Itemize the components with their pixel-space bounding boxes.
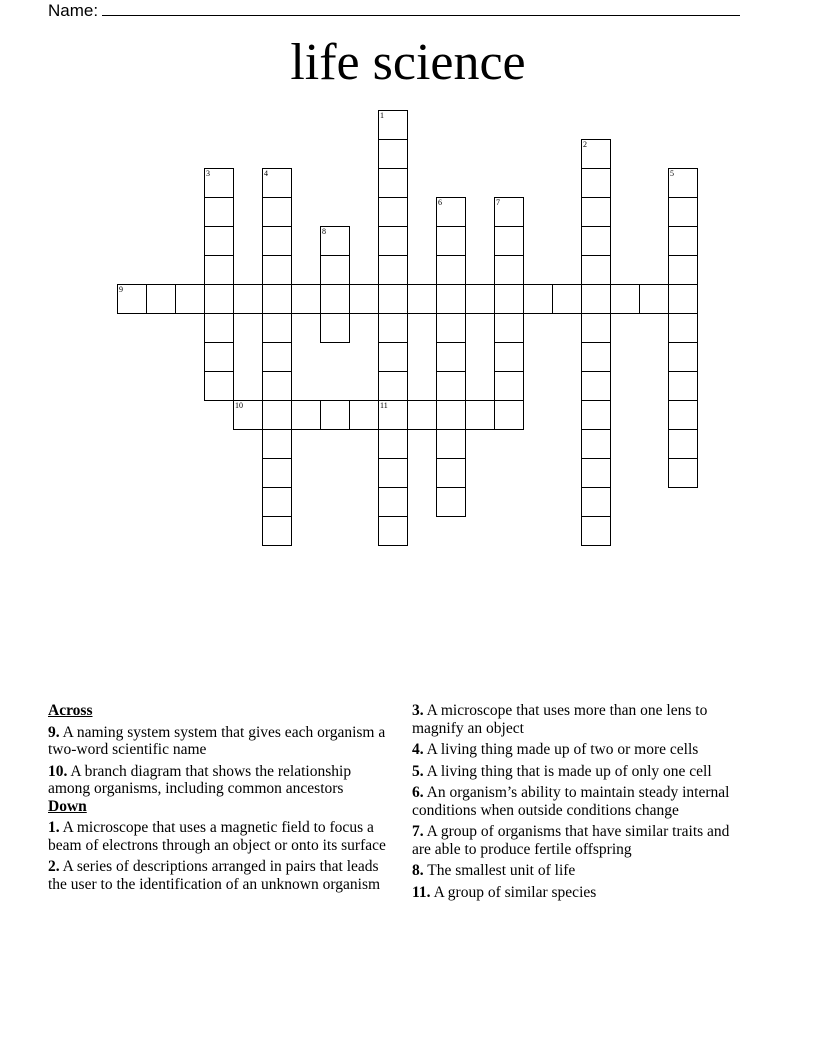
clue-number: 7. [412, 823, 424, 840]
clue-text: The smallest unit of life [427, 862, 576, 879]
grid-cell[interactable] [204, 197, 234, 227]
grid-cell[interactable] [668, 255, 698, 285]
clue-text: A group of organisms that have similar traits and are able to produce fertile offspring [412, 823, 730, 858]
cell-number: 2 [583, 140, 587, 149]
clue-number: 8. [412, 862, 424, 879]
grid-cell[interactable] [494, 197, 524, 227]
grid-cell[interactable] [204, 342, 234, 372]
grid-cell[interactable] [233, 400, 263, 430]
grid-cell[interactable] [581, 284, 611, 314]
grid-cell[interactable] [204, 284, 234, 314]
grid-cell[interactable] [436, 371, 466, 401]
grid-cell[interactable] [378, 226, 408, 256]
grid-cell[interactable] [262, 313, 292, 343]
grid-cell[interactable] [262, 400, 292, 430]
grid-cell[interactable] [581, 342, 611, 372]
clue-number: 5. [412, 762, 424, 780]
down-heading: Down [48, 797, 87, 815]
clue-down-5 [412, 763, 752, 781]
grid-cell[interactable] [668, 168, 698, 198]
grid-cell[interactable] [610, 284, 640, 314]
grid-cell[interactable] [378, 458, 408, 488]
grid-cell[interactable] [233, 284, 263, 314]
grid-cell[interactable] [436, 313, 466, 343]
grid-cell[interactable] [291, 284, 321, 314]
grid-cell[interactable] [465, 284, 495, 314]
grid-cell[interactable] [436, 429, 466, 459]
grid-cell[interactable] [378, 429, 408, 459]
grid-cell[interactable] [436, 458, 466, 488]
grid-cell[interactable] [436, 284, 466, 314]
cell-number: 11 [380, 401, 388, 410]
grid-cell[interactable] [581, 371, 611, 401]
clue-down-3 [412, 702, 752, 737]
grid-cell[interactable] [378, 110, 408, 140]
grid-cell[interactable] [378, 284, 408, 314]
grid-cell[interactable] [407, 400, 437, 430]
grid-cell[interactable] [320, 313, 350, 343]
cell-number: 8 [322, 227, 326, 236]
grid-cell[interactable] [407, 284, 437, 314]
grid-cell[interactable] [378, 400, 408, 430]
puzzle-title: life science [290, 34, 526, 91]
grid-cell[interactable] [494, 226, 524, 256]
cell-number: 4 [264, 169, 268, 178]
clue-down-8 [412, 862, 752, 880]
grid-cell[interactable] [204, 226, 234, 256]
grid-cell[interactable] [262, 342, 292, 372]
clue-text: A microscope that uses more than one lens to magnify an object [412, 702, 708, 737]
cell-number: 9 [119, 285, 123, 294]
clue-down-11 [412, 884, 752, 902]
name-label: Name: [48, 1, 99, 20]
grid-cell[interactable] [175, 284, 205, 314]
grid-cell[interactable] [581, 429, 611, 459]
clues-right-column [412, 702, 752, 905]
grid-cell[interactable] [494, 255, 524, 285]
grid-cell[interactable] [581, 487, 611, 517]
grid-cell[interactable] [262, 458, 292, 488]
clue-number: 4. [412, 741, 424, 758]
clue-text: A microscope that uses a magnetic field to focus a beam of electrons through an object or onto its surface [48, 819, 386, 854]
grid-cell[interactable] [523, 284, 553, 314]
grid-cell[interactable] [436, 197, 466, 227]
grid-cell[interactable] [262, 284, 292, 314]
grid-cell[interactable] [204, 371, 234, 401]
clue-down-4 [412, 741, 752, 759]
grid-cell[interactable] [262, 197, 292, 227]
grid-cell[interactable] [436, 226, 466, 256]
grid-cell[interactable] [436, 400, 466, 430]
grid-cell[interactable] [552, 284, 582, 314]
grid-cell[interactable] [668, 313, 698, 343]
cell-number: 3 [206, 169, 210, 178]
grid-cell[interactable] [204, 313, 234, 343]
across-heading: Across [48, 702, 93, 719]
clue-number: 6. [412, 784, 424, 801]
grid-cell[interactable] [668, 197, 698, 227]
grid-cell[interactable] [581, 313, 611, 343]
grid-cell[interactable] [581, 255, 611, 285]
clue-text: An organism’s ability to maintain steady internal conditions when outside conditions change [412, 784, 730, 819]
grid-cell[interactable] [668, 226, 698, 256]
grid-cell[interactable] [117, 284, 147, 314]
grid-cell[interactable] [320, 284, 350, 314]
clue-text: A series of descriptions arranged in pairs that leads the user to the identification of an unknown organism [48, 858, 381, 893]
clue-number: 11. [412, 883, 431, 901]
grid-cell[interactable] [581, 139, 611, 169]
clue-number: 3. [412, 702, 424, 719]
grid-cell[interactable] [494, 284, 524, 314]
cell-number: 6 [438, 198, 442, 207]
clue-down-2 [48, 858, 388, 893]
grid-cell[interactable] [378, 371, 408, 401]
clue-text: A living thing made up of two or more cells [426, 741, 699, 758]
cell-number: 1 [380, 111, 384, 120]
grid-cell[interactable] [581, 226, 611, 256]
grid-cell[interactable] [320, 255, 350, 285]
grid-cell[interactable] [668, 458, 698, 488]
clues-left-column [48, 702, 388, 897]
grid-cell[interactable] [668, 284, 698, 314]
grid-cell[interactable] [349, 400, 379, 430]
clue-down-6 [412, 784, 752, 819]
grid-cell[interactable] [262, 487, 292, 517]
grid-cell[interactable] [204, 255, 234, 285]
grid-cell[interactable] [436, 255, 466, 285]
cell-number: 7 [496, 198, 500, 207]
grid-cell[interactable] [262, 429, 292, 459]
clue-text: A group of similar species [433, 883, 597, 901]
grid-cell[interactable] [378, 139, 408, 169]
grid-cell[interactable] [465, 400, 495, 430]
cell-number: 5 [670, 169, 674, 178]
grid-cell[interactable] [494, 371, 524, 401]
grid-cell[interactable] [668, 371, 698, 401]
clue-text: A branch diagram that shows the relationship among organisms, including common ancestors [48, 762, 352, 797]
grid-cell[interactable] [581, 197, 611, 227]
clue-across-10 [48, 763, 388, 798]
grid-cell[interactable] [320, 400, 350, 430]
grid-cell[interactable] [494, 342, 524, 372]
grid-cell[interactable] [349, 284, 379, 314]
grid-cell[interactable] [581, 168, 611, 198]
clue-number: 10. [48, 762, 68, 780]
grid-cell[interactable] [581, 516, 611, 546]
clue-across-9 [48, 724, 388, 759]
grid-cell[interactable] [581, 400, 611, 430]
grid-cell[interactable] [668, 400, 698, 430]
grid-cell[interactable] [378, 313, 408, 343]
grid-cell[interactable] [291, 400, 321, 430]
clue-text: A living thing that is made up of only one cell [426, 762, 712, 780]
grid-cell[interactable] [436, 342, 466, 372]
grid-cell[interactable] [668, 342, 698, 372]
grid-cell[interactable] [436, 487, 466, 517]
grid-cell[interactable] [378, 168, 408, 198]
grid-cell[interactable] [262, 516, 292, 546]
grid-cell[interactable] [320, 226, 350, 256]
clue-number: 2. [48, 858, 60, 875]
grid-cell[interactable] [494, 400, 524, 430]
grid-cell[interactable] [262, 371, 292, 401]
grid-cell[interactable] [262, 168, 292, 198]
grid-cell[interactable] [668, 429, 698, 459]
clue-number: 1. [48, 819, 60, 836]
grid-cell[interactable] [378, 487, 408, 517]
cell-number: 10 [235, 401, 243, 410]
grid-cell[interactable] [262, 226, 292, 256]
grid-cell[interactable] [378, 516, 408, 546]
grid-cell[interactable] [146, 284, 176, 314]
grid-cell[interactable] [494, 313, 524, 343]
grid-cell[interactable] [204, 168, 234, 198]
grid-cell[interactable] [581, 458, 611, 488]
clue-down-1 [48, 819, 388, 854]
grid-cell[interactable] [378, 342, 408, 372]
clue-text: A naming system system that gives each organism a two-word scientific name [48, 723, 386, 758]
grid-cell[interactable] [378, 197, 408, 227]
grid-cell[interactable] [378, 255, 408, 285]
grid-cell[interactable] [262, 255, 292, 285]
clue-number: 9. [48, 723, 60, 741]
clue-down-7 [412, 823, 752, 858]
grid-cell[interactable] [639, 284, 669, 314]
